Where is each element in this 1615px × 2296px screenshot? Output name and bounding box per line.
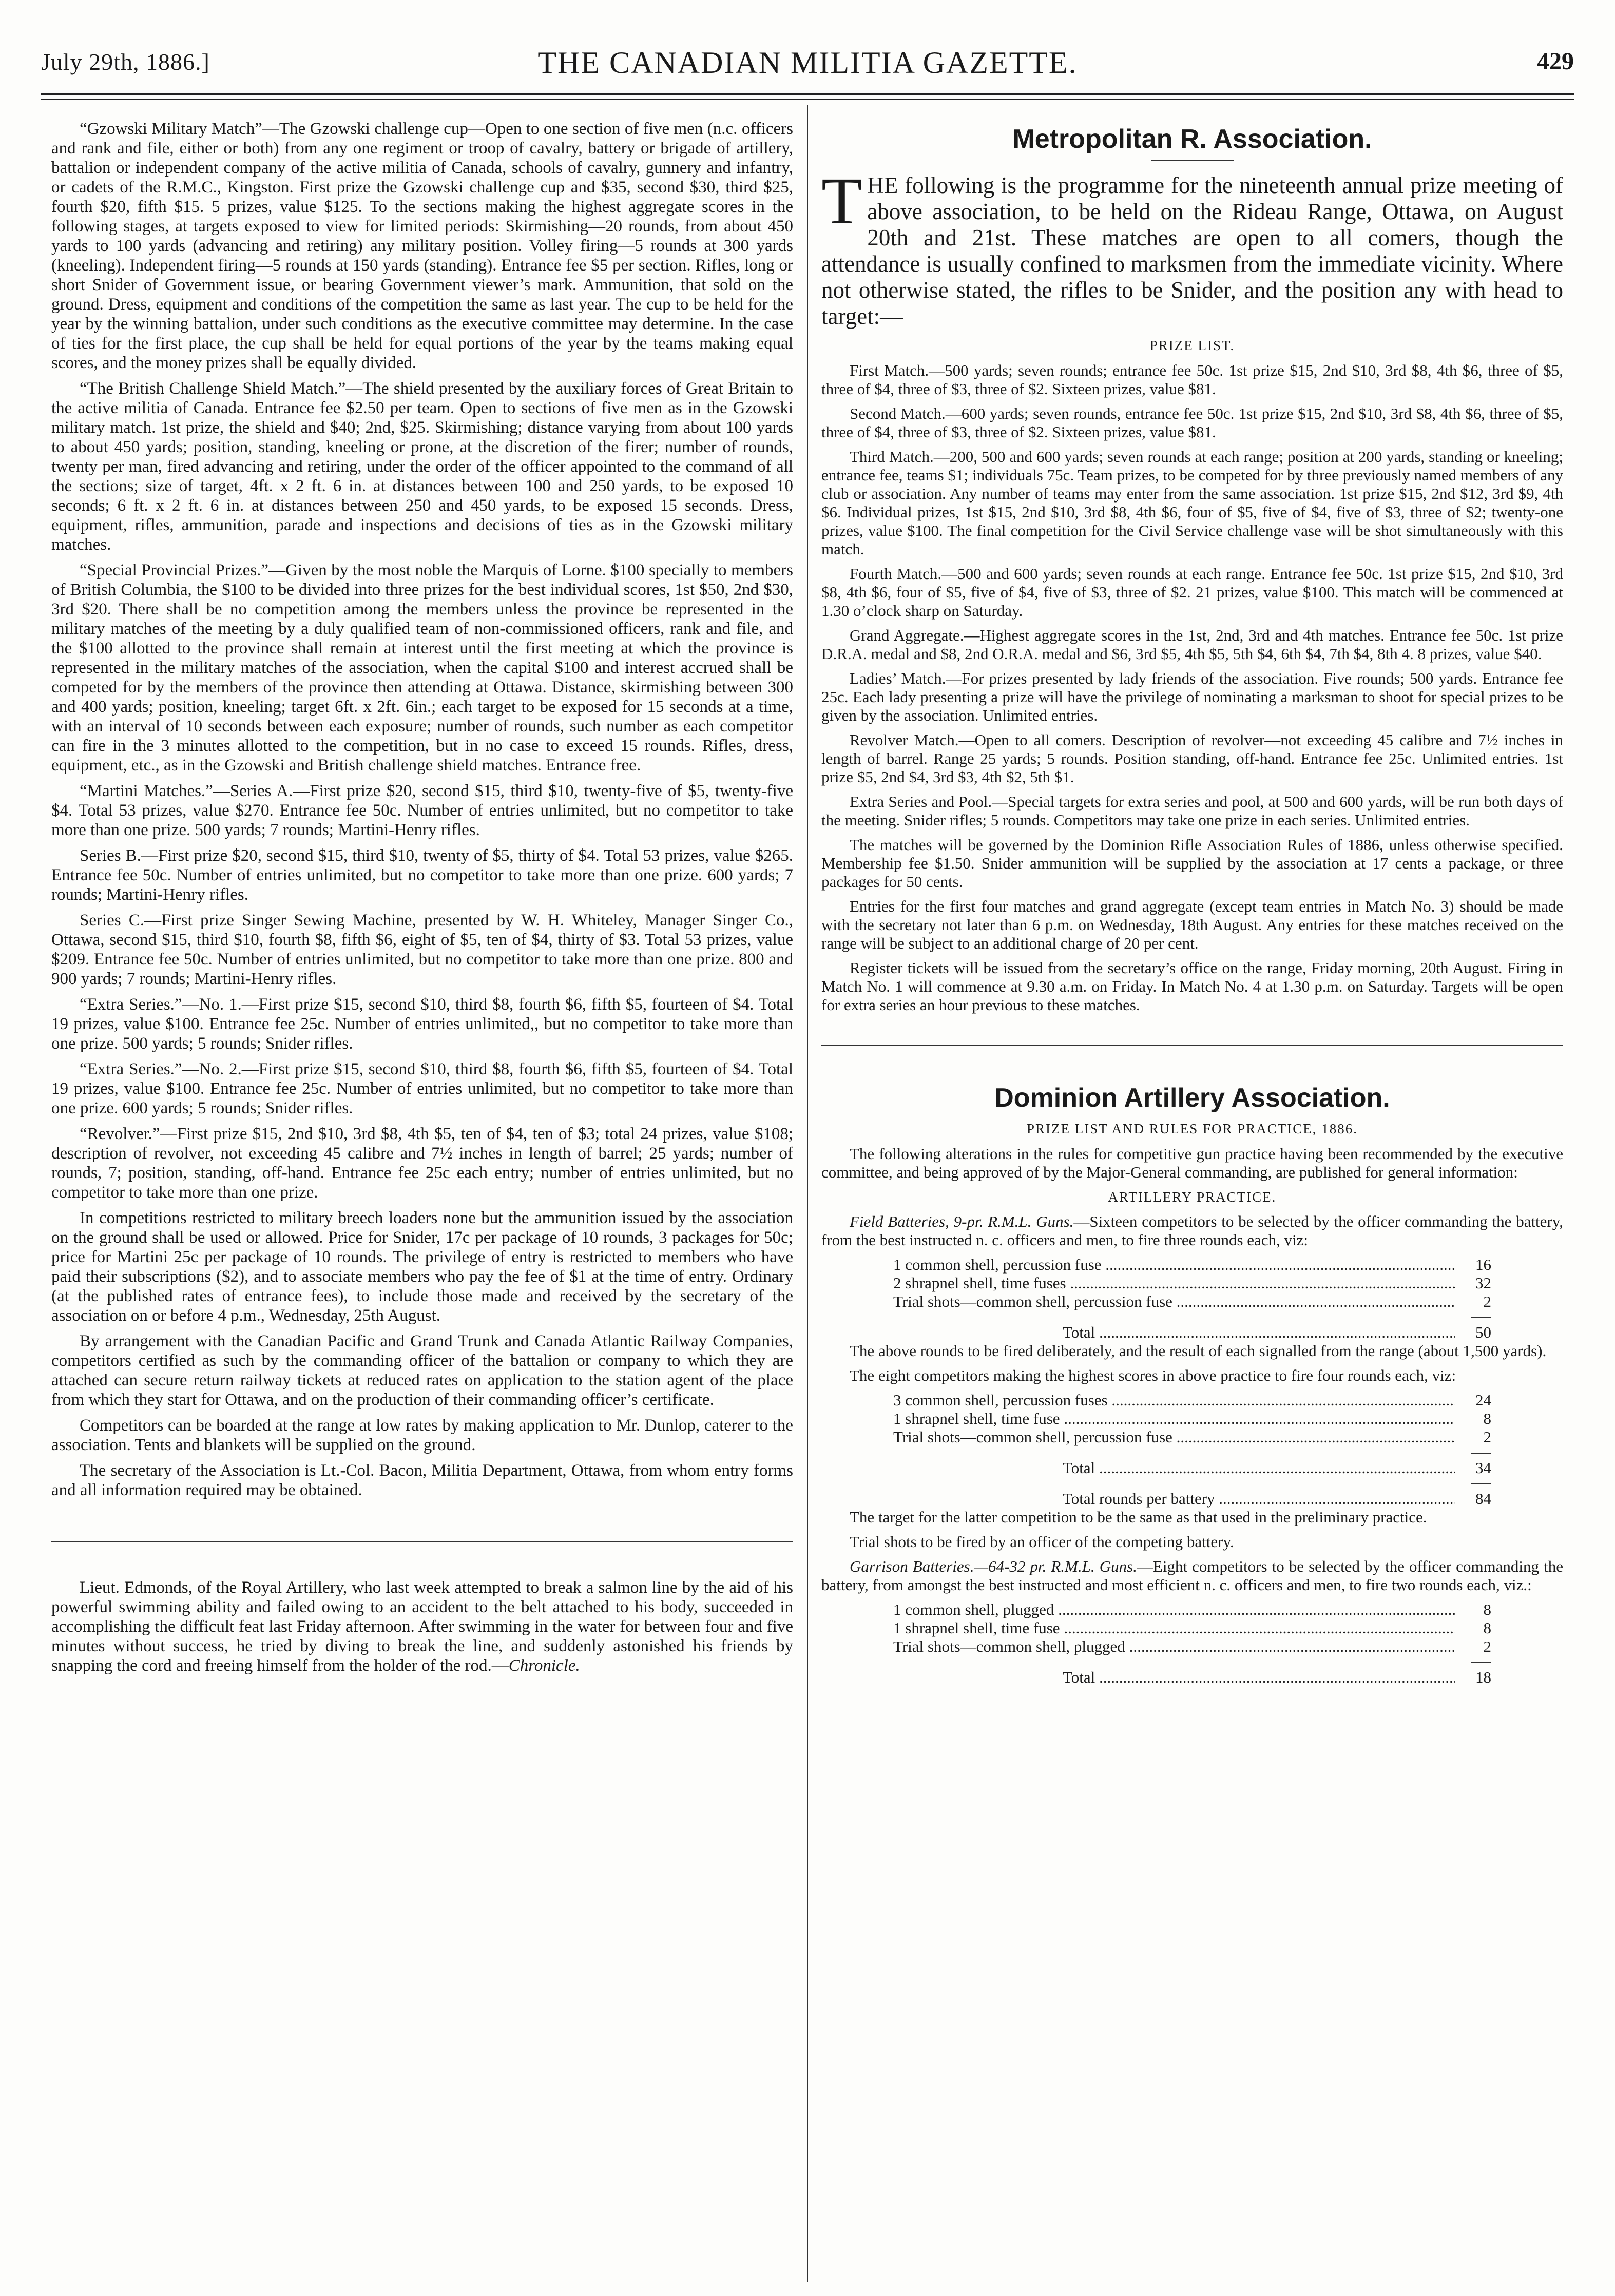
left-column [51,119,793,1682]
extra-series-2-paragraph: “Extra Series.”—No. 2.—First prize $15, second $10, third $8, fourth $6, fifth $5, fourteen of $4. Total 19 prizes, value $100. Entrance fee 25c. Number of entries unlimited, but no competitor to take more than one prize. 600 yards; 5 rounds; Snider rifles. [51,1060,793,1117]
prize-list-heading: PRIZE LIST. [1149,338,1235,353]
drop-cap: T [821,164,862,238]
total-label: Total ..... [1063,1459,1455,1477]
final-rounds-table [821,1391,1563,1508]
list-item [893,1256,1491,1274]
grand-total-row [1063,1490,1491,1508]
right-column [821,119,1563,1687]
deliberate-fire-paragraph: The above rounds to be fired deliberately, and the result of each signalled from the range (about 1,500 yards). [850,1342,1547,1360]
row-value: 8 [1483,1410,1491,1427]
total-label: Total ..... [1063,1668,1455,1687]
field-batteries-text: —Sixteen competitors to be selected by the officer commanding the battery, from the best instructed n. c. officers and men, to fire three rounds each, viz: [821,1212,1563,1249]
row-value: 2 [1483,1637,1491,1655]
row-label: 1 common shell, plugged ..... [893,1600,1455,1619]
sum-rule [1471,1483,1491,1484]
dominion-artillery-heading: Dominion Artillery Association. [994,1083,1390,1113]
total-row [1063,1668,1491,1687]
metropolitan-intro-text: HE following is the programme for the nineteenth annual prize meeting of above association, to be held on the Rideau Range, Ottawa, on August 20th and 21st. These matches are open to all comers, though the attendance is usually confined to marksmen from the immediate vicinity. Where not otherwise stated, the rifles to be Snider, and the position any with head to target:— [821,172,1563,329]
field-rounds-table [821,1256,1563,1342]
list-item [893,1619,1491,1637]
garrison-batteries-paragraph [821,1557,1563,1594]
list-item [893,1292,1491,1311]
third-match-paragraph: Third Match.—200, 500 and 600 yards; seven rounds at each range; position at 200 yards, standing or kneeling; entrance fee, teams $1; individuals 75c. Team prizes, to be competed for by three previously named members of any club or association. Any number of teams may enter from the same association. 1st prize $15, 2nd $12, 3rd $9, 4th $6. Individual prizes, 1st $15, 2nd $10, 3rd $8, 4th $6, four of $5, five of $4, five of $3, three of $2; twenty-one prizes, value $100. The final competition for the Civil Service challenge vase will be shot simultaneously with this match. [821,448,1563,558]
row-value: 2 [1483,1292,1491,1310]
extra-series-1-paragraph: “Extra Series.”—No. 1.—First prize $15, second $10, third $8, fourth $6, fifth $5, fourteen of $4. Total 19 prizes, value $100. Entrance fee 25c. Number of entries unlimited,, but no competitor to take more than one prize. 500 yards; 5 rounds; Snider rifles. [51,995,793,1053]
metropolitan-heading: Metropolitan R. Association. [1012,124,1372,154]
column-divider [807,105,808,2282]
railway-paragraph: By arrangement with the Canadian Pacific and Grand Trunk and Canada Atlantic Railway Companies, competitors certified as such by the commanding officer of the battalion or company to which they are attached can secure return railway tickets at reduced rates on application to the station agent of the place from which they start for Ottawa, and on the production of their commanding officer’s certificate. [51,1332,793,1409]
first-match-paragraph: First Match.—500 yards; seven rounds; entrance fee 50c. 1st prize $15, 2nd $10, 3rd $8, 4th $6, three of $5, three of $4, three of $3, three of $2. Sixteen prizes, value $81. [821,361,1563,398]
masthead-rule-top [41,93,1574,95]
edmonds-text: Lieut. Edmonds, of the Royal Artillery, who last week attempted to break a salmon line by the aid of his powerful swimming ability and failed owing to an accident to the belt attached to his body, succeeded in accomplishing the difficult feat last Friday afternoon. After swimming in the water for between four and five minutes without success, he tried by diving to break the line, and suddenly astonished his friends by snapping the cord and freeing himself from the holder of the rod.— [51,1578,793,1675]
row-value: 24 [1475,1391,1491,1409]
grand-total-value: 84 [1475,1490,1491,1508]
revolver-match-paragraph: Revolver Match.—Open to all comers. Description of revolver—not exceeding 45 calibre and 7½ inches in length of barrel. Range 25 yards; 5 rounds. Position standing, off-hand. Entrance fee 25c. Unlimited entries. 1st prize $5, 2nd $4, 3rd $3, 4th $2, 5th $1. [821,731,1563,786]
row-value: 2 [1483,1428,1491,1446]
row-label: 1 shrapnel shell, time fuse ..... [893,1619,1455,1637]
list-item [893,1600,1491,1619]
row-label: Trial shots—common shell, percussion fuse ..... [893,1292,1455,1311]
sum-rule [1471,1453,1491,1454]
field-batteries-title: Field Batteries, 9-pr. R.M.L. Guns. [850,1212,1074,1230]
gzowski-match-paragraph: “Gzowski Military Match”—The Gzowski challenge cup—Open to one section of five men (n.c. officers and rank and file, either or both) from any one regiment or troop of cavalry, battery or brigade of artillery, battalion or independent company of the active militia of Canada, schools of cavalry, gunnery and infantry, or cadets of the R.M.C., Kingston. First prize the Gzowski challenge cup and $35, second $30, third $25, fourth $20, fifth $15. 5 prizes, value $125. To the sections making the highest aggregate scores in the following stages, at targets exposed to view for limited periods: Skirmishing—20 rounds, from about 450 yards to 100 yards (advancing and retiring) any military position. Volley firing—5 rounds at 300 yards (kneeling). Independent firing—5 rounds at 150 yards (standing). Entrance fee $5 per section. Rifles, long or short Snider of Government issue, or bearing Government viewer’s mark. Ammunition, that sold on the ground. Dress, equipment and conditions of the competition the same as last year. The cup to be held for the year by the winning battalion, under such conditions as the executive committee may determine. In the case of ties for the first place, the cup shall be held for equal portions of the year by the teams making equal scores, and the money prizes shall be equally divided. [51,120,793,372]
heading-rule [1151,160,1234,161]
boarding-paragraph: Competitors can be boarded at the range at low rates by making application to Mr. Dunlop, caterer to the association. Tents and blankets will be supplied on the ground. [51,1416,793,1454]
list-item [893,1274,1491,1292]
list-item [893,1637,1491,1656]
field-batteries-paragraph [821,1212,1563,1249]
entries-paragraph: Entries for the first four matches and grand aggregate (except team entries in Match No. 3) should be made with the secretary not later than 6 p.m. on Wednesday, 18th August. Any entries for these matches received on the range will be subject to an additional charge of 20 per cent. [821,897,1563,952]
issue-date: July 29th, 1886.] [41,49,210,75]
dominion-subheading: PRIZE LIST AND RULES FOR PRACTICE, 1886. [1026,1121,1358,1136]
list-item [893,1410,1491,1428]
total-row [1063,1323,1491,1342]
grand-total-label: Total rounds per battery ..... [1063,1490,1455,1508]
martini-series-b-paragraph: Series B.—First prize $20, second $15, third $10, twenty of $5, thirty of $4. Total 53 prizes, value $265. Entrance fee 50c. Number of entries unlimited, but no competitor to take more than one prize. 600 yards; 7 rounds; Martini-Henry rifles. [51,846,793,904]
row-label: 1 shrapnel shell, time fuse ..... [893,1410,1455,1428]
grand-aggregate-paragraph: Grand Aggregate.—Highest aggregate scores in the 1st, 2nd, 3rd and 4th matches. Entrance fee 50c. 1st prize D.R.A. medal and $8, 2nd O.R.A. medal and $6, 3rd $5, 4th $5, 5th $4, 6th $4, 7th $4, 8th 4. 8 prizes, value $40. [821,626,1563,663]
total-label: Total ..... [1063,1323,1455,1342]
newspaper-title: THE CANADIAN MILITIA GAZETTE. [537,46,1078,80]
eight-competitors-paragraph: The eight competitors making the highest scores in above practice to fire four rounds each, viz: [850,1366,1456,1384]
row-value: 8 [1483,1600,1491,1618]
row-value: 8 [1483,1619,1491,1637]
extra-series-pool-paragraph: Extra Series and Pool.—Special targets for extra series and pool, at 500 and 600 yards, will be run both days of the meeting. Snider rifles; 5 rounds. Competitors may take one prize in each series. Unlimited entries. [821,793,1563,829]
edmonds-source: Chronicle. [508,1656,580,1675]
article-separator [51,1541,793,1542]
row-label: Trial shots—common shell, percussion fuse ..... [893,1428,1455,1446]
total-value: 34 [1475,1459,1491,1477]
garrison-rounds-table [821,1600,1563,1687]
provincial-prizes-paragraph: “Special Provincial Prizes.”—Given by the most noble the Marquis of Lorne. $100 specially to members of British Columbia, the $100 to be divided into three prizes for the best individual scores, 1st $50, 2nd $30, 3rd $20. There shall be no competition among the members unless the province be represented in the military matches of the meeting by a duly qualified team of non-commissioned officers, rank and file, and the $100 allotted to the province shall remain at interest until the first meeting at which the province is represented in the military matches of the association, when the capital $100 and interest accrued shall be competed for by the members of the province then attending at Ottawa. Distance, skirmishing between 300 and 400 yards; position, kneeling; target 6ft. x 2ft. 6in.; each target to be exposed for 15 seconds at a time, with an interval of 10 seconds between each exposure; number of rounds, such number as each competitor can fire in the 3 minutes allotted to the competition, but in no case to exceed 15 rounds. Rifles, dress, equipment, etc., as in the Gzowski and British challenge shield matches. Entrance free. [51,561,793,775]
martini-series-c-paragraph: Series C.—First prize Singer Sewing Machine, presented by W. H. Whiteley, Manager Singer Co., Ottawa, second $15, third $10, fourth $8, fifth $6, eight of $5, ten of $4, thirty of $3. Total 53 prizes, value $209. Entrance fee 50c. Number of entries unlimited, but no competitor to take more than one prize. 800 and 900 yards; 7 rounds; Martini-Henry rifles. [51,911,793,988]
masthead [41,45,1574,86]
list-item [893,1391,1491,1410]
ladies-match-paragraph: Ladies’ Match.—For prizes presented by lady friends of the association. Five rounds; 500 yards. Entrance fee 25c. Each lady presenting a prize will have the privilege of nominating a marksman to shoot for special prizes to be given by the association. Unlimited entries. [821,669,1563,724]
secretary-paragraph: The secretary of the Association is Lt.-Col. Bacon, Militia Department, Ottawa, from whom entry forms and all information required may be obtained. [51,1461,793,1499]
revolver-paragraph: “Revolver.”—First prize $15, 2nd $10, 3rd $8, 4th $5, ten of $4, ten of $3; total 24 prizes, value $108; description of revolver, not exceeding 45 calibre and 7½ inches in length of barrel; 25 yards; number of rounds, 7; position, standing, off-hand. Entrance fee 25c each entry; number of entries unlimited, but no competitor to take more than one prize. [51,1125,793,1202]
ammunition-paragraph: In competitions restricted to military breech loaders none but the ammunition issued by the association on the ground shall be used or allowed. Price for Snider, 17c per package of 10 rounds, 3 packages for 50c; price for Martini 25c per package of 10 rounds. The privilege of entry is restricted to members who have paid their subscriptions ($2), and to associate members who pay the fee of $1 at the time of entry. Ordinary (at the published rates of entrance fees), to include those made and received by the secretary of the association on or before 4 p.m., Wednesday, 25th August. [51,1209,793,1325]
artillery-practice-heading: ARTILLERY PRACTICE. [1108,1189,1277,1205]
martini-series-a-paragraph: “Martini Matches.”—Series A.—First prize $20, second $15, third $10, twenty-five of $5, twenty-five $4. Total 53 prizes, value $270. Entrance fee 50c. Number of entries unlimited, but no competitor to take more than one prize. 500 yards; 7 rounds; Martini-Henry rifles. [51,782,793,839]
dominion-body [821,1145,1563,1687]
total-value: 50 [1475,1323,1491,1341]
register-tickets-paragraph: Register tickets will be issued from the secretary’s office on the range, Friday morning, 20th August. Firing in Match No. 1 will commence at 9.30 a.m. on Friday. In Match No. 4 at 1.30 p.m. on Saturday. Targets will be open for extra series an hour previous to these matches. [821,959,1563,1014]
row-label: 2 shrapnel shell, time fuses ..... [893,1274,1455,1292]
garrison-batteries-text: —Eight competitors to be selected by the officer commanding the battery, from amongst the best instructed and most efficient n. c. officers and men, to fire two rounds each, viz.: [821,1557,1563,1594]
rules-paragraph: The matches will be governed by the Dominion Rifle Association Rules of 1886, unless otherwise specified. Membership fee $1.50. Snider ammunition will be supplied by the association at 17 cents a package, or three packages for 50 cents. [821,836,1563,891]
dominion-intro: The following alterations in the rules for competitive gun practice having been recommended by the executive committee, and being approved of by the Major-General commanding, are published for general information: [821,1145,1563,1181]
total-row [1063,1459,1491,1477]
sum-rule [1471,1662,1491,1663]
fourth-match-paragraph: Fourth Match.—500 and 600 yards; seven rounds at each range. Entrance fee 50c. 1st prize $15, 2nd $10, 3rd $8, 4th $6, four of $5, five of $4, five of $3, three of $2. 21 prizes, value $100. This match will be commenced at 1.30 o’clock sharp on Saturday. [821,565,1563,620]
list-item [893,1428,1491,1446]
edmonds-paragraph [51,1578,793,1675]
metropolitan-intro [821,164,1563,330]
sum-rule [1471,1317,1491,1318]
total-value: 18 [1475,1668,1491,1686]
row-value: 32 [1475,1274,1491,1292]
row-label: 3 common shell, percussion fuses ..... [893,1391,1455,1410]
garrison-batteries-title: Garrison Batteries.—64-32 pr. R.M.L. Guns. [850,1557,1137,1575]
row-label: 1 common shell, percussion fuse ..... [893,1256,1455,1274]
row-label: Trial shots—common shell, plugged ..... [893,1637,1455,1656]
page-number: 429 [1537,48,1574,75]
shield-match-paragraph: “The British Challenge Shield Match.”—The shield presented by the auxiliary forces of Great Britain to the active militia of Canada. Entrance fee $2.50 per team. Open to sections of five men as in the Gzowski military match. 1st prize, the shield and $40; 2nd, $25. Skirmishing; distance varying from about 100 yards to about 450 yards; position, standing, kneeling or prone, at the discretion of the firer; number of rounds, twenty per man, fired advancing and retiring, under the order of the officer appointed to the command of all the sections; size of target, 4ft. x 2 ft. 6 in. at distances between 100 and 250 yards, to be exposed 10 seconds; 6 ft. x 2 ft. 6 in. at distances between 250 and 450 yards, to be exposed 15 seconds. Dress, equipment, rifles, ammunition, parade and inspections and decisions of ties as in the Gzowski military matches. [51,379,793,554]
masthead-rule-bottom [41,99,1574,100]
target-paragraph: The target for the latter competition to be the same as that used in the preliminary practice. [850,1508,1427,1526]
second-match-paragraph: Second Match.—600 yards; seven rounds, entrance fee 50c. 1st prize $15, 2nd $10, 3rd $8, 4th $6, three of $5, three of $4, three of $3, three of $2. Sixteen prizes, value $81. [821,404,1563,441]
row-value: 16 [1475,1256,1491,1274]
metropolitan-matches [821,361,1563,1014]
article-separator [821,1045,1563,1046]
trial-shots-paragraph: Trial shots to be fired by an officer of the competing battery. [850,1533,1234,1551]
